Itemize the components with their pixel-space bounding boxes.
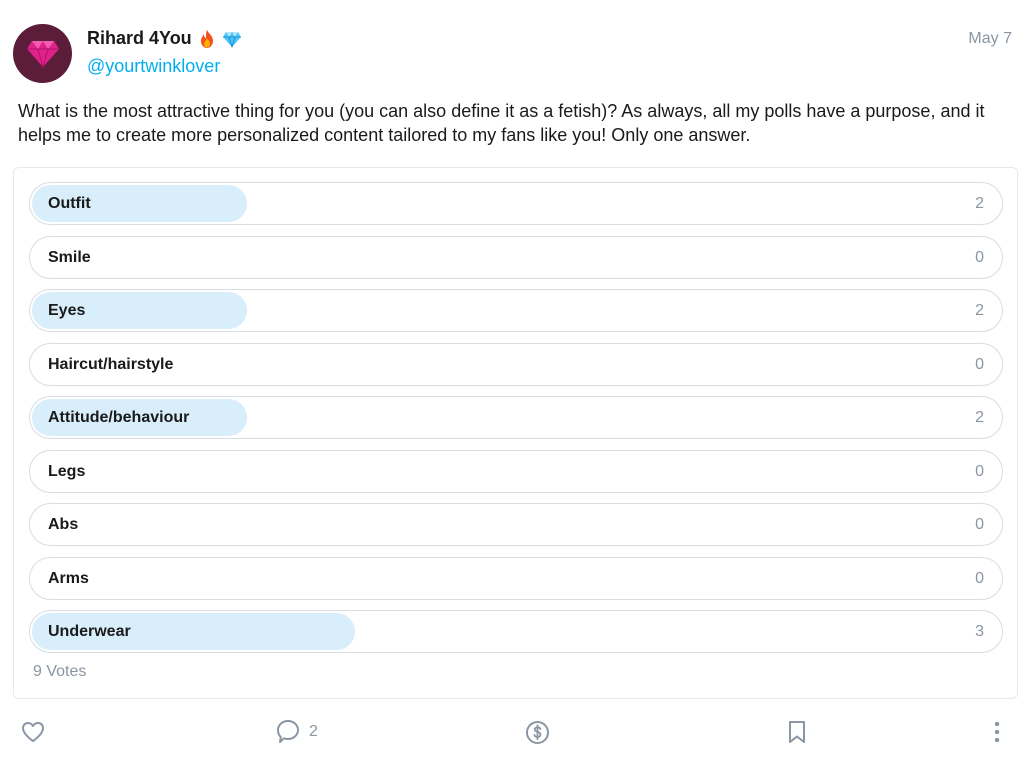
poll-option[interactable] (29, 236, 1003, 279)
poll-option-count: 0 (975, 516, 984, 533)
poll-option-count: 0 (975, 462, 984, 480)
bookmark-button[interactable] (787, 719, 807, 745)
poll-option-count: 2 (975, 195, 984, 212)
poll-option-count: 0 (975, 355, 984, 373)
poll-option[interactable] (29, 557, 1003, 600)
avatar[interactable] (13, 24, 72, 83)
poll-option[interactable] (29, 450, 1003, 493)
author-handle[interactable]: @yourtwinklover (87, 56, 221, 76)
poll-option-label: Outfit (48, 195, 91, 212)
poll-option-count: 3 (975, 623, 984, 640)
poll-option[interactable] (29, 396, 1003, 439)
poll-option-label: Eyes (48, 302, 86, 319)
poll-option-count: 0 (975, 248, 984, 266)
poll-option[interactable] (29, 182, 1003, 225)
more-vertical-icon (991, 720, 1003, 744)
diamond-icon (26, 39, 60, 69)
poll-option[interactable] (29, 503, 1003, 546)
dollar-icon (525, 720, 550, 745)
poll-option-label: Attitude/behaviour (48, 409, 190, 426)
poll-option-label: Smile (48, 248, 91, 266)
comment-count: 2 (309, 723, 318, 740)
like-button[interactable] (21, 719, 45, 745)
poll-option-label: Underwear (48, 623, 131, 640)
author-name-text: Rihard 4You (87, 28, 192, 48)
bookmark-icon (787, 720, 807, 744)
gem-icon (222, 29, 242, 49)
fire-icon (197, 29, 217, 49)
comment-icon (276, 719, 300, 745)
poll-option-count: 2 (975, 302, 984, 319)
poll-option-label: Haircut/hairstyle (48, 355, 174, 373)
poll-option-label: Legs (48, 462, 86, 480)
poll-option-count: 0 (975, 569, 984, 587)
poll-option[interactable] (29, 343, 1003, 386)
poll-votes-total: 9 Votes (33, 663, 87, 680)
poll (13, 167, 1018, 699)
more-button[interactable] (991, 719, 1003, 745)
post-date[interactable]: May 7 (968, 30, 1012, 47)
tip-button[interactable] (525, 719, 550, 745)
post-text: What is the most attractive thing for you (you can also define it as a fetish)? As always, all my polls have a purpose, and it helps me to create more personalized content tailored to my fans like you! Only one answer. (18, 101, 985, 145)
comment-button[interactable] (276, 719, 318, 745)
poll-option[interactable] (29, 289, 1003, 332)
heart-icon (21, 721, 45, 743)
poll-option-label: Arms (48, 569, 89, 587)
poll-option-count: 2 (975, 409, 984, 426)
poll-option[interactable] (29, 610, 1003, 653)
poll-option-label: Abs (48, 516, 79, 533)
author-name[interactable] (87, 28, 242, 49)
